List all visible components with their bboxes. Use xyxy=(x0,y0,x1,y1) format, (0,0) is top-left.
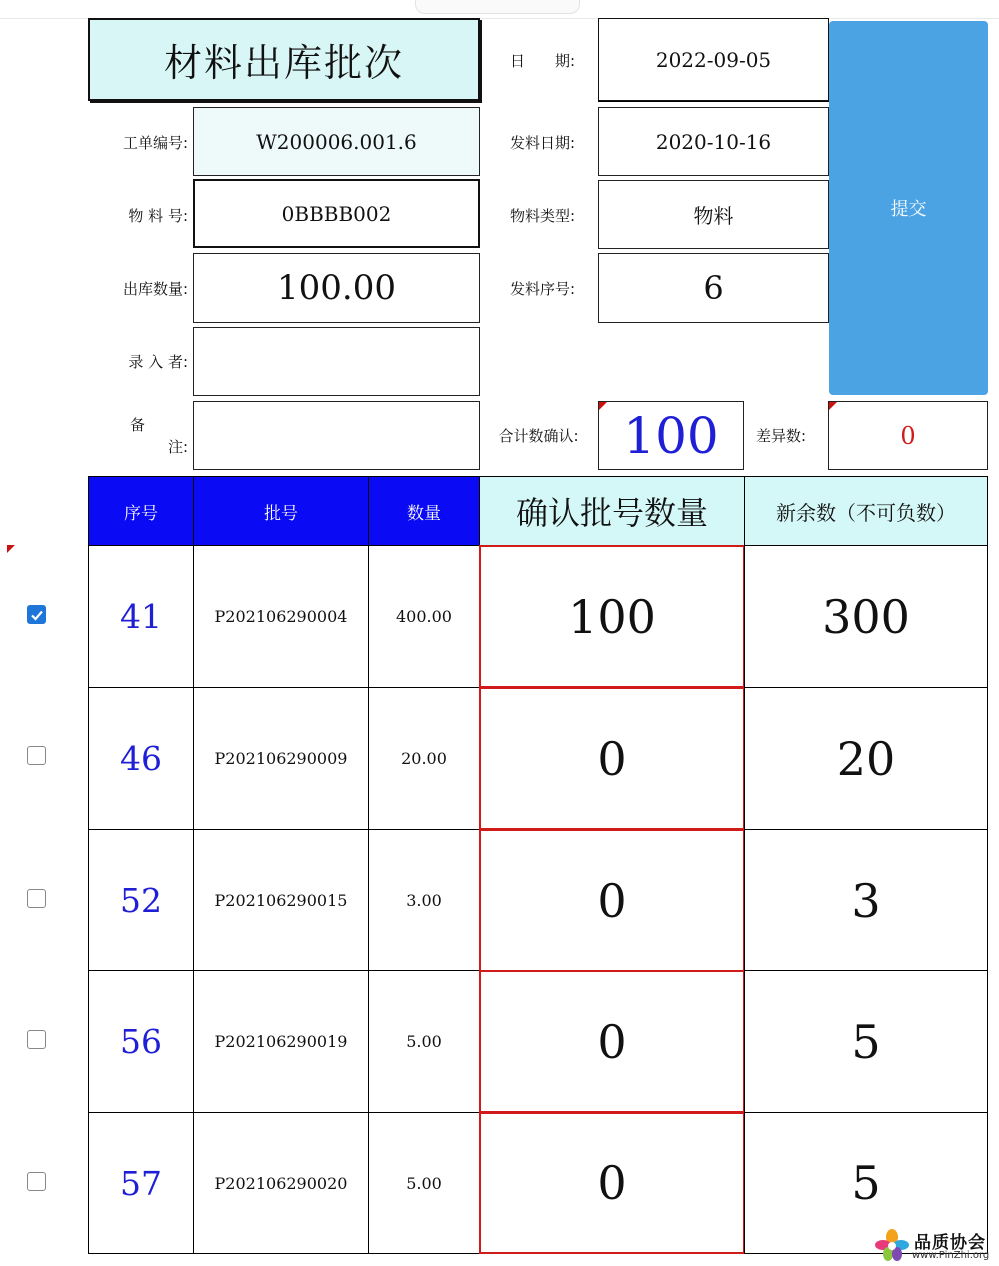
row-qty: 3.00 xyxy=(368,829,480,972)
row-confirm-input[interactable]: 100 xyxy=(479,545,745,688)
remark-label-bottom: 注: xyxy=(167,437,188,456)
remark-label-top: 备 xyxy=(129,415,145,434)
material-type-field[interactable]: 物料 xyxy=(598,180,829,249)
submit-button[interactable]: 提交 xyxy=(829,21,988,395)
row-remain: 300 xyxy=(744,545,988,688)
row-checkbox[interactable] xyxy=(27,605,46,624)
row-remain: 20 xyxy=(744,687,988,830)
row-qty: 20.00 xyxy=(368,687,480,830)
watermark-url: www.PinZhi.org xyxy=(912,1250,990,1261)
row-batch: P202106290020 xyxy=(193,1112,369,1254)
material-no-field[interactable]: 0BBBB002 xyxy=(193,179,480,248)
issue-date-label: 发料日期: xyxy=(510,133,576,152)
row-qty: 400.00 xyxy=(368,545,480,688)
row-remain: 5 xyxy=(744,970,988,1113)
header-batch: 批号 xyxy=(193,476,369,546)
row-remain: 5 xyxy=(744,1112,988,1254)
entered-by-label: 录 入 者: xyxy=(128,352,188,371)
row-confirm-input[interactable]: 0 xyxy=(479,687,745,830)
row-confirm-input[interactable]: 0 xyxy=(479,1112,745,1254)
diff-label: 差异数: xyxy=(756,426,807,445)
row-qty: 5.00 xyxy=(368,970,480,1113)
flower-logo-icon xyxy=(874,1228,910,1262)
header-new-remain: 新余数（不可负数） xyxy=(744,476,988,546)
row-checkbox[interactable] xyxy=(27,889,46,908)
row-batch: P202106290009 xyxy=(193,687,369,830)
entered-by-field[interactable] xyxy=(193,327,480,396)
row-confirm-input[interactable]: 0 xyxy=(479,970,745,1113)
row-batch: P202106290015 xyxy=(193,829,369,972)
row-checkbox[interactable] xyxy=(27,1172,46,1191)
top-notch xyxy=(415,0,580,14)
watermark-name: 品质协会 xyxy=(914,1233,986,1253)
row-seq: 56 xyxy=(88,970,194,1113)
date-field[interactable]: 2022-09-05 xyxy=(598,18,829,101)
row-qty: 5.00 xyxy=(368,1112,480,1254)
comment-marker-icon xyxy=(7,545,15,553)
comment-marker-icon xyxy=(829,402,837,410)
form-title: 材料出库批次 xyxy=(88,18,480,101)
work-order-label: 工单编号: xyxy=(122,133,188,152)
material-type-label: 物料类型: xyxy=(510,206,576,225)
row-seq: 46 xyxy=(88,687,194,830)
date-label: 日 期: xyxy=(510,51,576,70)
row-checkbox[interactable] xyxy=(27,1030,46,1049)
row-seq: 41 xyxy=(88,545,194,688)
row-seq: 52 xyxy=(88,829,194,972)
material-no-label: 物 料 号: xyxy=(128,206,188,225)
remark-field[interactable] xyxy=(193,401,480,470)
out-qty-field[interactable]: 100.00 xyxy=(193,253,480,323)
diff-field[interactable]: 0 xyxy=(828,401,988,470)
header-qty: 数量 xyxy=(368,476,480,546)
row-batch: P202106290004 xyxy=(193,545,369,688)
header-seq: 序号 xyxy=(88,476,194,546)
comment-marker-icon xyxy=(599,402,607,410)
row-checkbox[interactable] xyxy=(27,746,46,765)
row-remain: 3 xyxy=(744,829,988,972)
issue-seq-label: 发料序号: xyxy=(510,279,576,298)
row-seq: 57 xyxy=(88,1112,194,1254)
watermark xyxy=(874,1226,996,1264)
header-confirm-qty: 确认批号数量 xyxy=(479,476,745,546)
out-qty-label: 出库数量: xyxy=(122,279,188,298)
issue-seq-field[interactable]: 6 xyxy=(598,253,829,323)
row-confirm-input[interactable]: 0 xyxy=(479,829,745,972)
total-confirm-field[interactable]: 100 xyxy=(598,401,744,470)
row-batch: P202106290019 xyxy=(193,970,369,1113)
work-order-field[interactable]: W200006.001.6 xyxy=(193,107,480,176)
issue-date-field[interactable]: 2020-10-16 xyxy=(598,107,829,176)
total-confirm-label: 合计数确认: xyxy=(498,426,579,445)
checkmark-icon xyxy=(30,608,44,622)
